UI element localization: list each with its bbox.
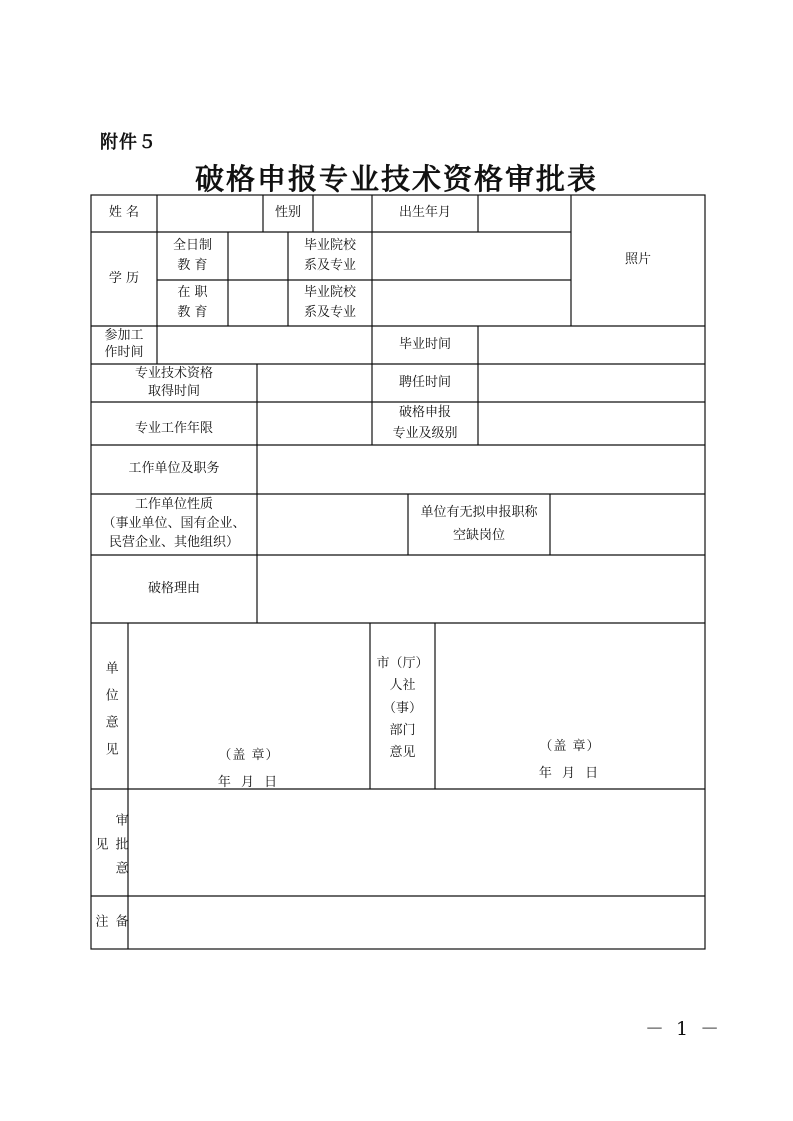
breakthrough-major-label: 破格申报 专业及级别	[392, 404, 458, 441]
employer-nature-field[interactable]	[257, 494, 408, 555]
employment-date-field[interactable]	[478, 364, 705, 402]
remarks-field[interactable]	[128, 896, 705, 949]
employment-date-label: 聘任时间	[398, 374, 451, 390]
city-opinion-text: 市（厅） 人社 （事） 部门 意见	[376, 656, 429, 761]
qualification-date-field[interactable]	[257, 364, 372, 402]
fulltime-school-label: 毕业院校 系及专业	[303, 237, 356, 273]
remarks-text: 备注	[92, 914, 128, 939]
page-number: － 1 －	[645, 1018, 723, 1040]
remarks-label	[91, 896, 128, 949]
reason-field[interactable]	[257, 555, 705, 623]
qualification-date-label: 专业技术资格 取得时间	[134, 366, 213, 399]
approval-label	[91, 789, 128, 896]
inservice-education-label: 在 职 教 育	[177, 284, 208, 320]
graduation-field[interactable]	[478, 326, 705, 364]
employer-nature-label: 工作单位性质 （事业单位、国有企业、 民营企业、其他组织）	[102, 497, 246, 550]
graduation-label: 毕业时间	[398, 336, 451, 352]
inservice-school-field[interactable]	[372, 280, 571, 326]
name-field[interactable]	[157, 195, 263, 232]
inservice-education-field[interactable]	[228, 280, 288, 326]
gender-label: 性别	[274, 205, 301, 221]
approval-field[interactable]	[128, 789, 705, 896]
city-date-text: 年 月 日	[538, 766, 602, 781]
form-title: 破格申报专业技术资格审批表	[194, 162, 598, 196]
unit-opinion-label	[91, 623, 128, 789]
unit-opinion-field[interactable]	[128, 623, 370, 789]
inservice-school-label: 毕业院校 系及专业	[303, 284, 356, 320]
employer-field[interactable]	[257, 445, 705, 494]
unit-date-text: 年 月 日	[217, 775, 281, 790]
education-label: 学 历	[108, 270, 140, 286]
city-opinion-label	[370, 623, 435, 789]
fulltime-education-field[interactable]	[228, 232, 288, 280]
gender-field[interactable]	[313, 195, 372, 232]
birth-field[interactable]	[478, 195, 571, 232]
attachment-label: 附件５	[100, 132, 157, 153]
vacancy-label: 单位有无拟申报职称 空缺岗位	[420, 505, 538, 543]
birth-label: 出生年月	[398, 205, 451, 221]
unit-seal-text: （盖 章）	[218, 748, 280, 763]
unit-opinion-text: 单位意见	[102, 661, 118, 769]
breakthrough-major-field[interactable]	[478, 402, 705, 445]
approval-text: 审批意见	[92, 812, 128, 885]
work-years-text: 专业工作年限	[134, 420, 213, 436]
city-seal-text: （盖 章）	[539, 739, 601, 754]
fulltime-school-field[interactable]	[372, 232, 571, 280]
work-years-field[interactable]	[257, 402, 372, 445]
vacancy-field[interactable]	[550, 494, 705, 555]
work-start-label: 参加工 作时间	[104, 328, 144, 360]
work-start-field[interactable]	[157, 326, 372, 364]
work-years-label	[91, 402, 257, 445]
employer-label: 工作单位及职务	[128, 461, 220, 477]
name-label: 姓 名	[108, 205, 140, 221]
reason-label: 破格理由	[147, 580, 200, 596]
fulltime-education-label: 全日制 教 育	[172, 237, 212, 273]
photo-area[interactable]: 照片	[624, 252, 651, 268]
